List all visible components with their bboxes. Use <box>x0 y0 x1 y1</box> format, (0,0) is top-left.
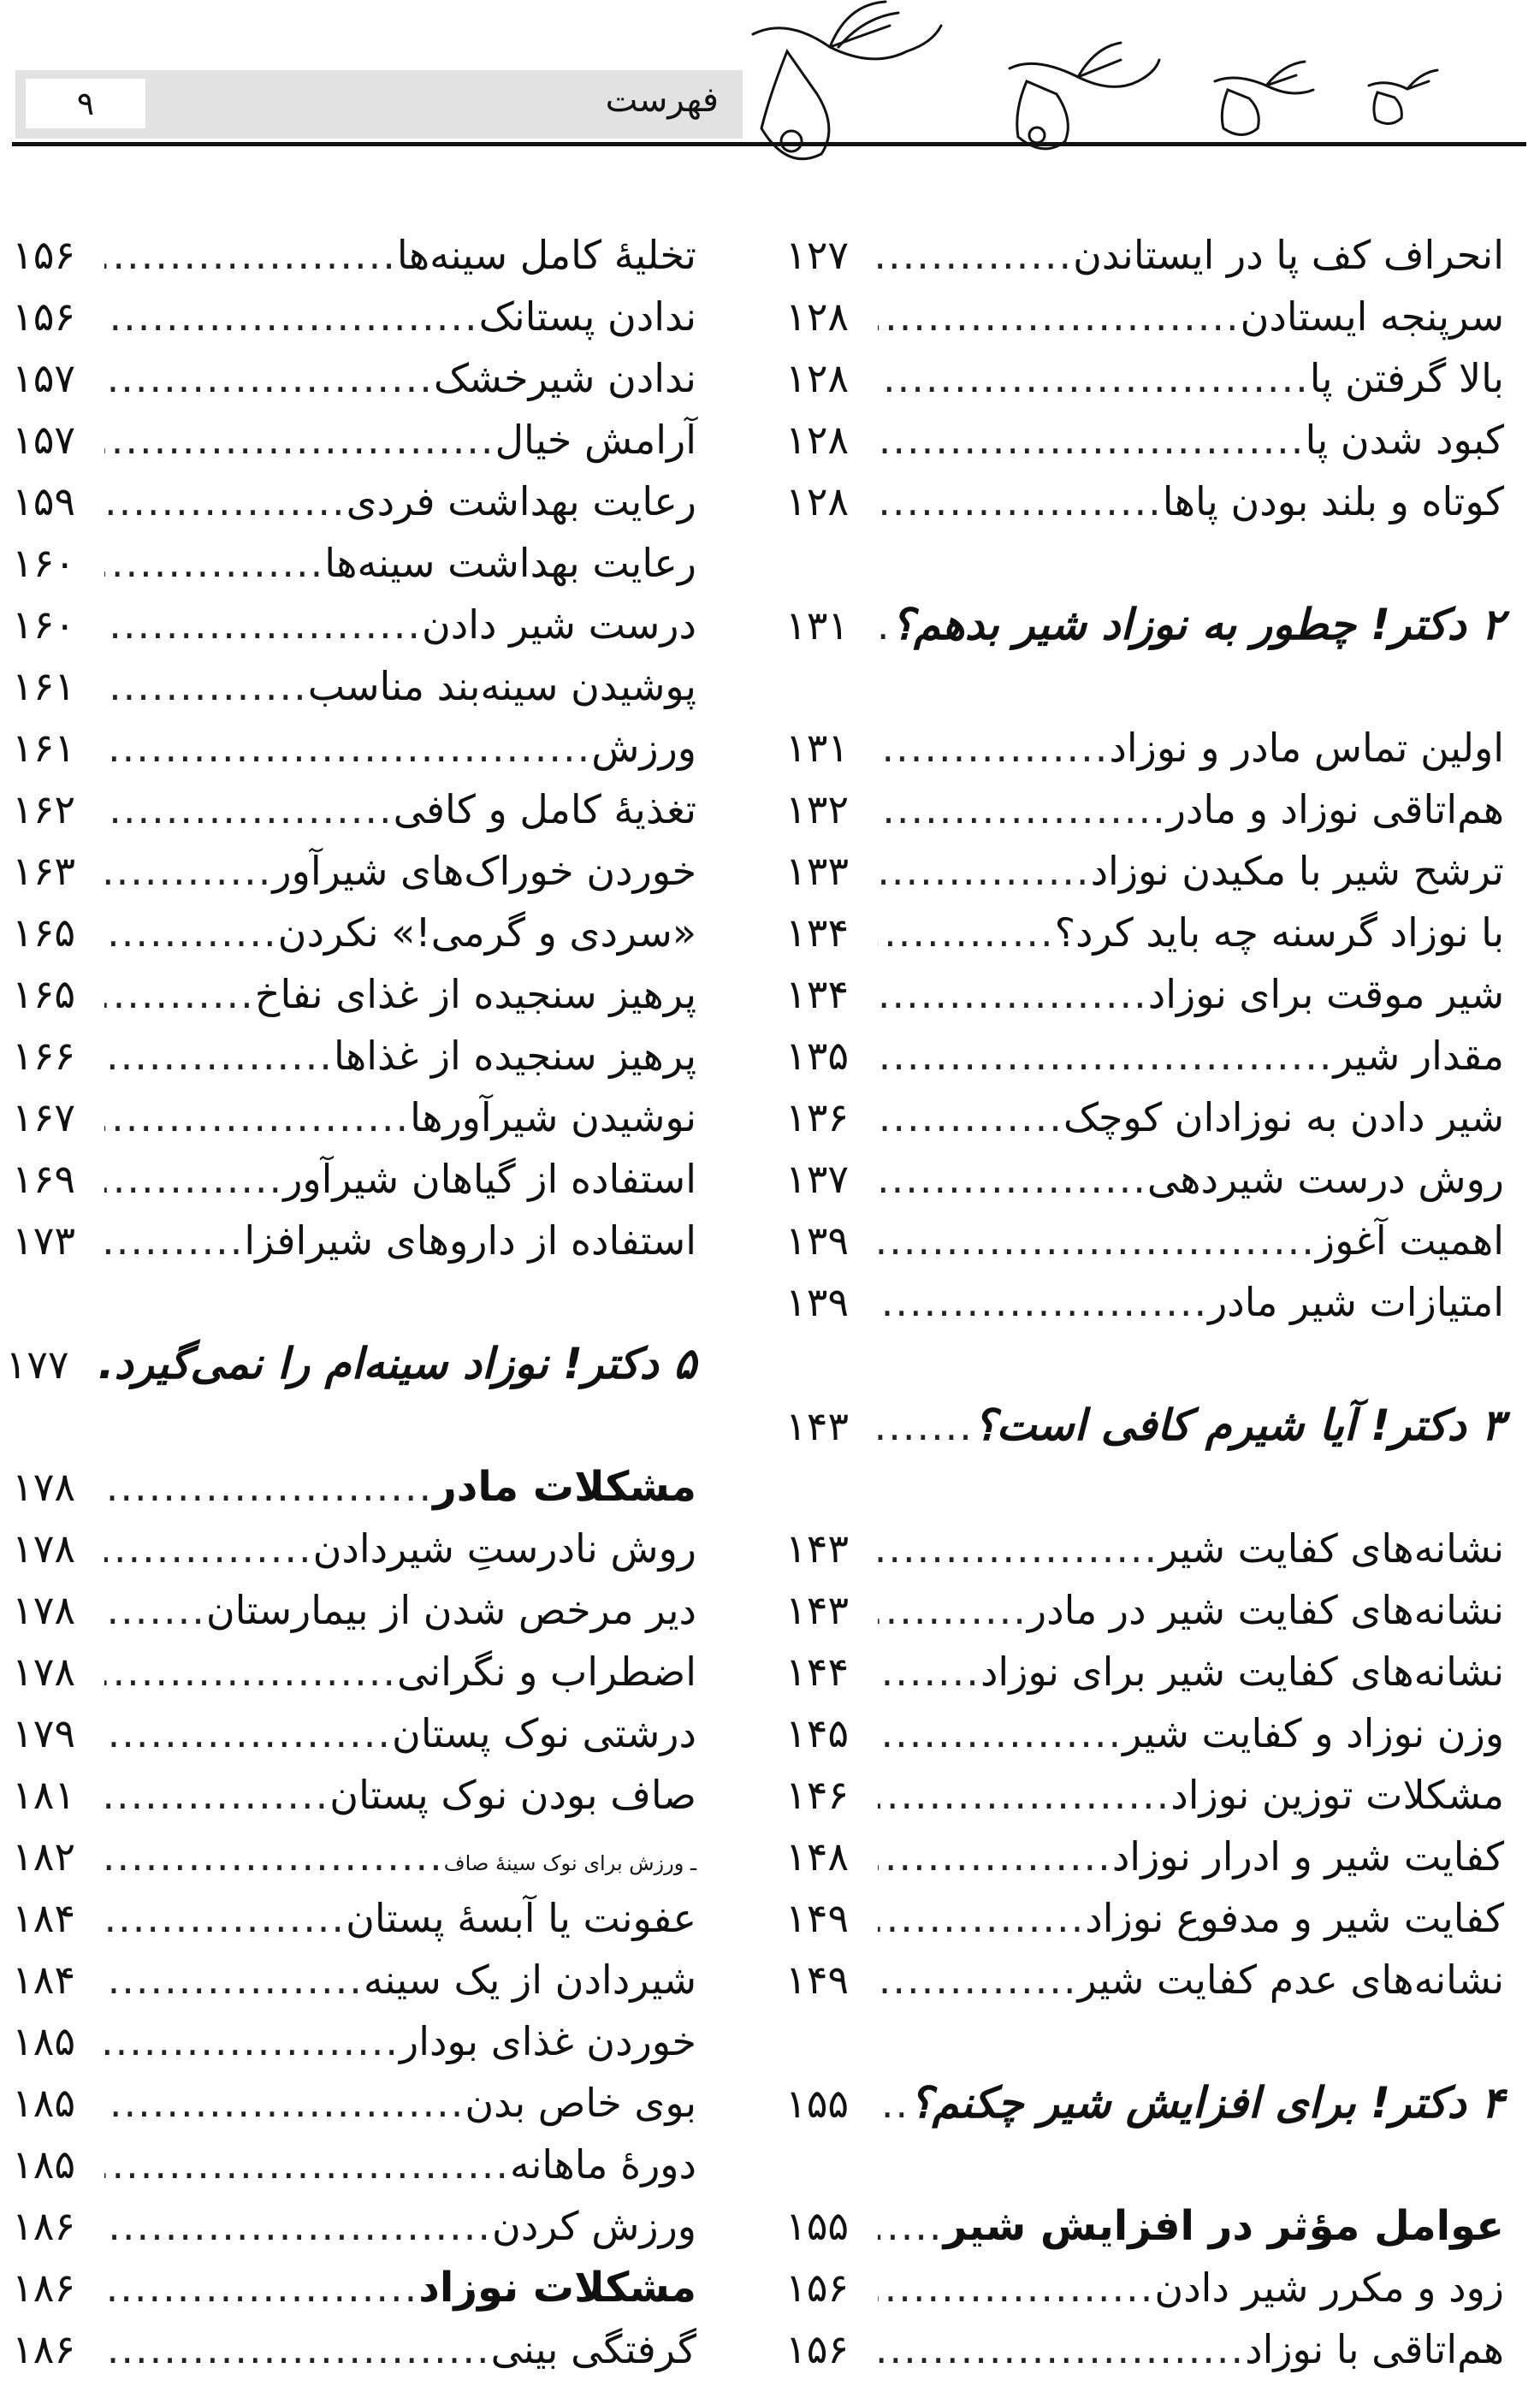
toc-entry[interactable]: «سردی و گرمی!» نکردن ..... ۱۶۵ <box>12 902 696 963</box>
toc-entry[interactable]: نشانه‌های کفایت شیر برای نوزاد ..... ۱۴۴ <box>785 1641 1504 1702</box>
toc-chapter-2[interactable]: ۲ دکتر! چطور به نوزاد شیر بدهم؟ ..... ۱۳۱ <box>785 594 1504 655</box>
page-number: ۹ <box>26 79 145 128</box>
toc-entry[interactable]: نوشیدن شیرآورها ..... ۱۶۷ <box>12 1086 696 1148</box>
toc-entry[interactable]: نشانه‌های کفایت شیر ..... ۱۴۳ <box>785 1518 1504 1579</box>
stork-illustration <box>736 0 1531 171</box>
page-header-title: فهرست <box>605 80 719 120</box>
toc-entry[interactable]: پوشیدن سینه‌بند مناسب ..... ۱۶۱ <box>12 655 696 717</box>
toc-chapter-5[interactable]: ۵ دکتر! نوزاد سینه‌ام را نمی‌گیرد. ۱۷۷ <box>5 1339 696 1388</box>
toc-entry[interactable]: شیردادن از یک سینه ..... ۱۸۴ <box>12 1949 696 2010</box>
toc-section[interactable]: مشکلات نوزاد ..... ۱۸۶ <box>12 2257 696 2318</box>
toc-entry[interactable]: کبود شدن پا ..... ۱۲۸ <box>785 409 1504 471</box>
toc-entry[interactable]: استفاده از گیاهان شیرآور ..... ۱۶۹ <box>12 1148 696 1210</box>
toc-entry[interactable]: شیر دادن به نوزادان کوچک ..... ۱۳۶ <box>785 1086 1504 1148</box>
toc-entry[interactable]: مشکلات توزین نوزاد ..... ۱۴۶ <box>785 1764 1504 1826</box>
toc-entry[interactable]: زود و مکرر شیر دادن ..... ۱۵۶ <box>785 2257 1504 2318</box>
toc-entry[interactable]: بالا گرفتن پا ..... ۱۲۸ <box>785 347 1504 409</box>
toc-right-column <box>785 224 1504 2380</box>
toc-entry[interactable]: اضطراب و نگرانی ..... ۱۷۸ <box>12 1641 696 1702</box>
toc-entry[interactable]: نشانه‌های عدم کفایت شیر ..... ۱۴۹ <box>785 1949 1504 2010</box>
toc-entry[interactable]: امتیازات شیر مادر ..... ۱۳۹ <box>785 1271 1504 1333</box>
toc-entry[interactable]: درست شیر دادن ..... ۱۶۰ <box>12 594 696 655</box>
toc-entry[interactable]: رعایت بهداشت سینه‌ها ..... ۱۶۰ <box>12 532 696 594</box>
toc-entry[interactable]: بوی خاص بدن ..... ۱۸۵ <box>12 2072 696 2134</box>
toc-entry[interactable]: کفایت شیر و ادرار نوزاد ..... ۱۴۸ <box>785 1826 1504 1887</box>
stork-large <box>753 2 941 159</box>
toc-entry[interactable]: استفاده از داروهای شیرافزا ..... ۱۷۳ <box>12 1210 696 1271</box>
toc-entry[interactable]: ورزش ..... ۱۶۱ <box>12 717 696 779</box>
toc-entry[interactable]: صاف بودن نوک پستان ..... ۱۸۱ <box>12 1764 696 1826</box>
toc-section[interactable]: مشکلات مادر ..... ۱۷۸ <box>12 1456 696 1518</box>
toc-entry[interactable]: پرهیز سنجیده از غذاها ..... ۱۶۶ <box>12 1025 696 1086</box>
toc-chapter-4[interactable]: ۴ دکتر! برای افزایش شیر چکنم؟ ..... ۱۵۵ <box>785 2072 1504 2134</box>
toc-entry[interactable]: دورۀ ماهانه ..... ۱۸۵ <box>12 2134 696 2195</box>
toc-entry[interactable]: مقدار شیر ..... ۱۳۵ <box>785 1025 1504 1086</box>
toc-entry[interactable]: نشانه‌های کفایت شیر در مادر ..... ۱۴۳ <box>785 1579 1504 1641</box>
toc-subentry[interactable]: ـ ورزش برای نوک سینۀ صاف ..... ۱۸۲ <box>12 1826 696 1887</box>
toc-entry[interactable]: عفونت یا آبسۀ پستان ..... ۱۸۴ <box>12 1887 696 1949</box>
toc-entry[interactable]: کفایت شیر و مدفوع نوزاد ..... ۱۴۹ <box>785 1887 1504 1949</box>
toc-entry[interactable]: پرهیز سنجیده از غذای نفاخ ..... ۱۶۵ <box>12 963 696 1025</box>
toc-entry[interactable]: ورزش کردن ..... ۱۸۶ <box>12 2195 696 2257</box>
toc-entry[interactable]: با نوزاد گرسنه چه باید کرد؟ ..... ۱۳۴ <box>785 902 1504 963</box>
toc-entry[interactable]: خوردن خوراک‌های شیرآور ..... ۱۶۳ <box>12 840 696 902</box>
stork-small <box>1215 62 1313 135</box>
stork-medium <box>1010 43 1159 149</box>
toc-left-column <box>5 224 696 2380</box>
stork-tiny <box>1369 70 1437 124</box>
toc-entry[interactable]: خوردن غذای بودار ..... ۱۸۵ <box>12 2010 696 2072</box>
toc-chapter-3[interactable]: ۳ دکتر! آیا شیرم کافی است؟ ..... ۱۴۳ <box>785 1394 1504 1456</box>
toc-entry[interactable]: گرفتگی بینی ..... ۱۸۶ <box>12 2318 696 2380</box>
toc-entry[interactable]: ندادن پستانک ..... ۱۵۶ <box>12 286 696 347</box>
toc-entry[interactable]: هم‌اتاقی نوزاد و مادر ..... ۱۳۲ <box>785 779 1504 840</box>
toc-entry[interactable]: دیر مرخص شدن از بیمارستان ..... ۱۷۸ <box>12 1579 696 1641</box>
toc-entry[interactable]: وزن نوزاد و کفایت شیر ..... ۱۴۵ <box>785 1702 1504 1764</box>
toc-entry[interactable]: تخلیۀ کامل سینه‌ها ..... ۱۵۶ <box>12 224 696 286</box>
toc-entry[interactable]: روش نادرستِ شیردادن ..... ۱۷۸ <box>12 1518 696 1579</box>
toc-entry[interactable]: هم‌اتاقی با نوزاد ..... ۱۵۶ <box>785 2318 1504 2380</box>
toc-entry[interactable]: ترشح شیر با مکیدن نوزاد ..... ۱۳۳ <box>785 840 1504 902</box>
toc-entry[interactable]: ندادن شیرخشک ..... ۱۵۷ <box>12 347 696 409</box>
toc-entry[interactable]: اولین تماس مادر و نوزاد ..... ۱۳۱ <box>785 717 1504 779</box>
toc-entry[interactable]: سرپنجه ایستادن ..... ۱۲۸ <box>785 286 1504 347</box>
toc-entry[interactable]: رعایت بهداشت فردی ..... ۱۵۹ <box>12 471 696 532</box>
toc-entry[interactable]: اهمیت آغوز ..... ۱۳۹ <box>785 1210 1504 1271</box>
toc-entry[interactable]: درشتی نوک پستان ..... ۱۷۹ <box>12 1702 696 1764</box>
toc-entry[interactable]: آرامش خیال ..... ۱۵۷ <box>12 409 696 471</box>
toc-entry[interactable]: کوتاه و بلند بودن پاها ..... ۱۲۸ <box>785 471 1504 532</box>
toc-entry[interactable]: شیر موقت برای نوزاد ..... ۱۳۴ <box>785 963 1504 1025</box>
toc-section[interactable]: عوامل مؤثر در افزایش شیر ..... ۱۵۵ <box>785 2195 1504 2257</box>
toc-entry[interactable]: تغذیۀ کامل و کافی ..... ۱۶۲ <box>12 779 696 840</box>
toc-entry[interactable]: روش درست شیردهی ..... ۱۳۷ <box>785 1148 1504 1210</box>
toc-entry[interactable]: انحراف کف پا در ایستاندن ..... ۱۲۷ <box>785 224 1504 286</box>
